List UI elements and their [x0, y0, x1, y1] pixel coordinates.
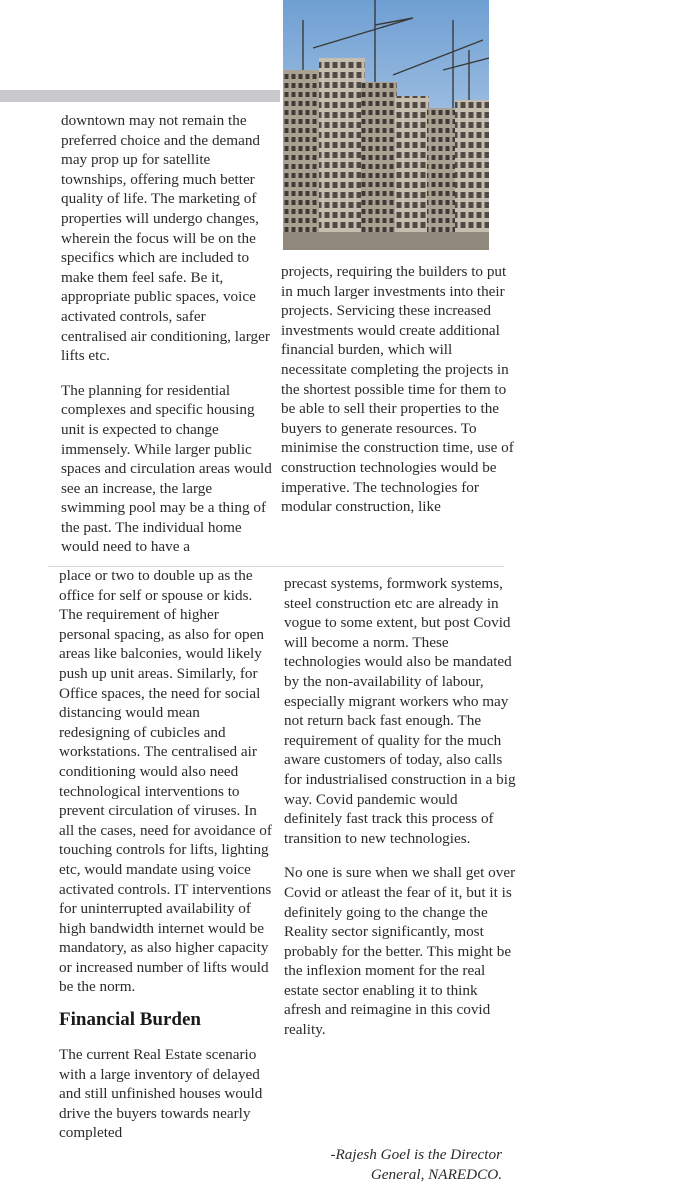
byline-line-1: -Rajesh Goel is the Director	[330, 1146, 502, 1163]
paragraph-downtown: downtown may not remain the preferred choice and the demand may prop up for satellite townships, offering much better quality of life. The marketing of properties will undergo changes, wherein the focus will be on the specifics which are included to make them feel safe. Be it, appropriate public spaces, voice activated controls, safer centralised air conditioning, larger lifts etc.	[61, 112, 270, 365]
paragraph-current-scenario: The current Real Estate scenario with a large inventory of delayed and still unfinished houses would drive the buyers towards nearly completed	[59, 1046, 263, 1142]
byline-line-2: General, NAREDCO.	[370, 1166, 502, 1183]
left-column-bottom	[59, 566, 274, 1143]
paragraph-no-one-is-sure: No one is sure when we shall get over Covid or atleast the fear of it, but it is definitely going to the change the Reality sector significantly, most probably for the better. This might be the inflexion moment for the real estate sector enabling it to think afresh and reimagine in this covid reality.	[284, 864, 516, 1039]
section-heading-financial-burden: Financial Burden	[59, 1009, 201, 1031]
right-column-top	[281, 262, 516, 517]
author-byline	[290, 1145, 502, 1185]
header-rule-bar	[0, 90, 280, 102]
paragraph-planning-top: The planning for residential complexes and specific housing unit is expected to change immensely. While larger public spaces and circulation areas would see an increase, the large swimming pool may be a thing of the past. The individual home would need to have a	[61, 381, 272, 556]
construction-photo	[283, 0, 489, 250]
left-column-top	[61, 111, 274, 557]
paragraph-planning-bottom: place or two to double up as the office for self or spouse or kids. The requirement of higher personal spacing, as also for open areas like balconies, would likely push up unit areas. Similarly, for Office spaces, the need for social distancing would mean redesigning of cubicles and workstations. The centralised air conditioning would also need technological interventions to prevent circulation of viruses. In all the cases, need for avoidance of touching controls for lifts, lighting etc, would mandate using voice activated controls. IT interventions for uninterrupted availability of high bandwidth internet would be mandatory, as also higher capacity or increased number of lifts would be the norm.	[59, 567, 272, 996]
paragraph-projects-top: projects, requiring the builders to put in much larger investments into their projects. Servicing these increased investments would create additional financial burden, which will necessitate completing the projects in the shortest possible time for them to be able to sell their properties to the buyers to generate resources. To minimise the construction time, use of construction technologies would be imperative. The technologies for modular construction, like	[281, 263, 514, 516]
right-column-bottom	[284, 574, 516, 1040]
paragraph-projects-bottom: precast systems, formwork systems, steel construction etc are already in vogue to some extent, but post Covid will become a norm. These technologies would also be mandated by the non-availability of labour, especially migrant workers who may not return back fast enough. The requirement of quality for the much aware customers of today, also calls for industrialised construction in a big way. Covid pandemic would definitely fast track this process of transition to new technologies.	[284, 575, 516, 847]
